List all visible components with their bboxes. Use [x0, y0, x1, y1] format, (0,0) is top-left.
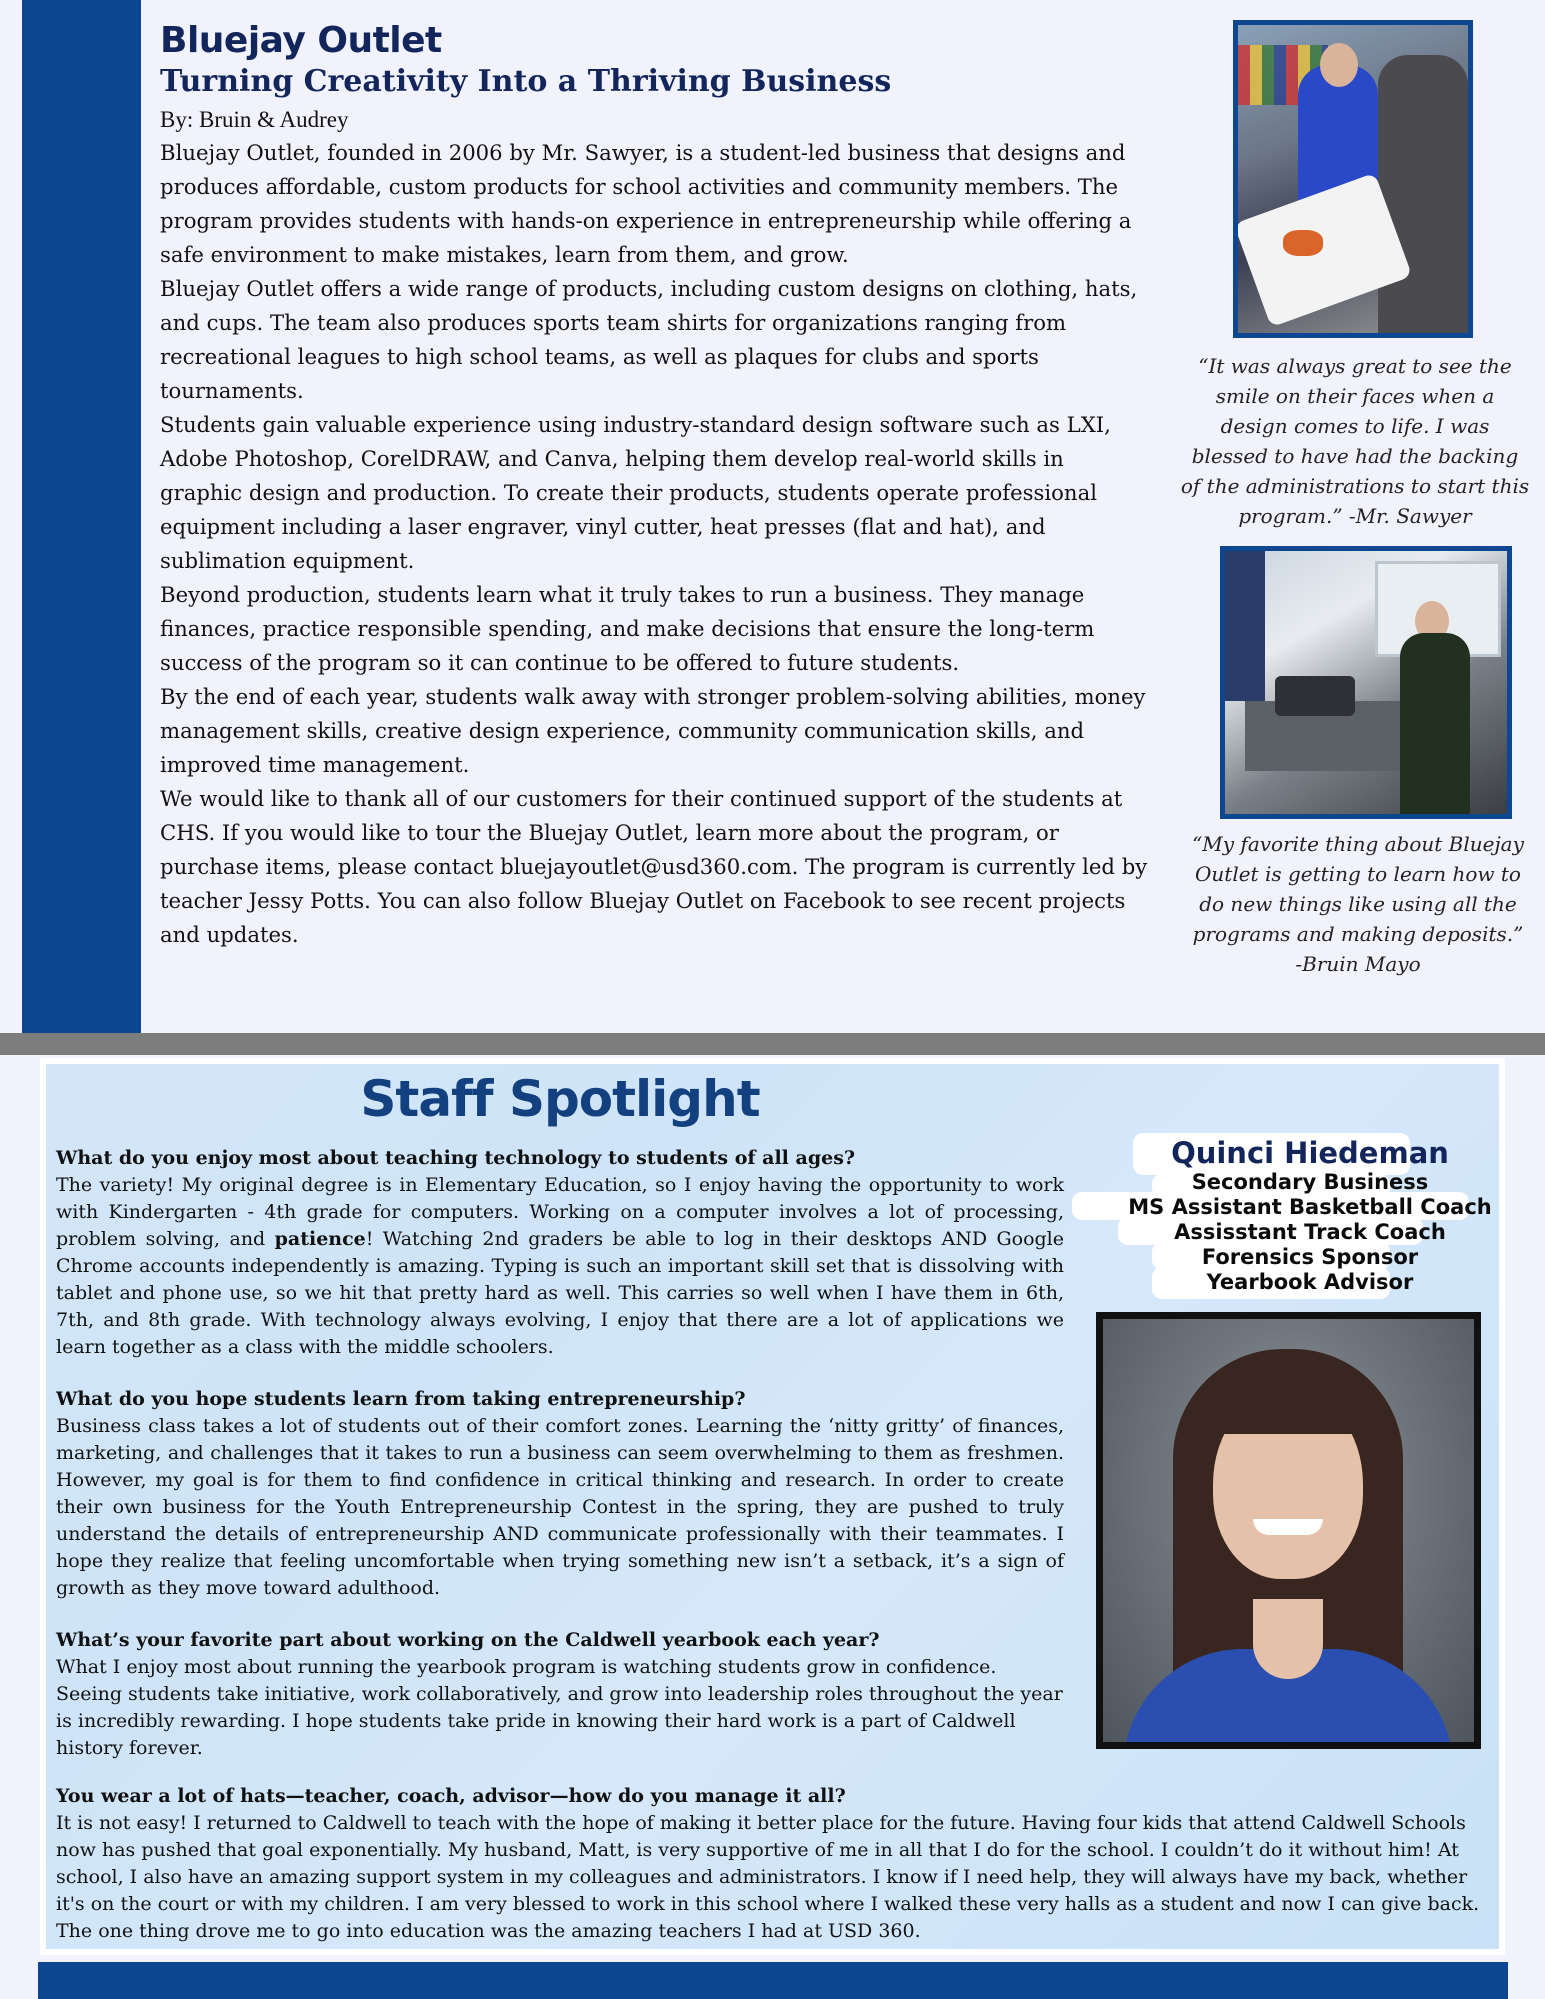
article-byline: By: Bruin & Audrey: [160, 107, 349, 132]
spotlight-qa-4: [56, 1783, 1486, 1945]
spotlight-qa-3: [56, 1627, 1064, 1762]
answer: What I enjoy most about running the yearbook program is watching students grow in confidence. Seeing students take initiative, work collaboratively, and grow into leadership roles throughout the year is incredibly rewarding. I hope students take pride in knowing their hard work is a part of Caldwell history forever.: [56, 1656, 1063, 1759]
staff-role: MS Assistant Basketball Coach: [1128, 1195, 1492, 1219]
answer-text: ! Watching 2nd graders be able to log in their desktops AND Google Chrome accounts independently is amazing. Typing is such an important skill set that is dissolving with tablet and phone use, so we hit that pretty hard as well. This carries so well when I have them in 6th, 7th, and 8th grade. With technology always evolving, I enjoy that there are a lot of applications we learn together as a class with the middle schoolers.: [56, 1228, 1064, 1358]
article-paragraph: By the end of each year, students walk away with stronger problem-solving abilities, money management skills, creative design experience, community communication skills, and improved time management.: [160, 684, 1146, 777]
article-subtitle: Turning Creativity Into a Thriving Business: [160, 64, 892, 99]
article-paragraph: Bluejay Outlet, founded in 2006 by Mr. Sawyer, is a student-led business that designs and produces affordable, custom products for school activities and community members. The program provides students with hands-on experience in entrepreneurship while offering a safe environment to make mistakes, learn from them, and grow.: [160, 140, 1132, 267]
quote-bruin-text: “My favorite thing about Bluejay Outlet is getting to learn how to do new things like using all the programs and making deposits.”: [1192, 832, 1524, 946]
section-divider-band: [0, 1033, 1545, 1055]
staff-spotlight-title: Staff Spotlight: [360, 1070, 760, 1128]
article-paragraph: Students gain valuable experience using industry-standard design software such as LXI, Adobe Photoshop, CorelDRAW, and Canva, helping them develop real-world skills in graphic design and production. To create their products, students operate professional equipment including a laser engraver, vinyl cutter, heat presses (flat and hat), and sublimation equipment.: [160, 412, 1111, 573]
bottom-accent-bar: [38, 1962, 1508, 1999]
article-paragraph: Bluejay Outlet offers a wide range of products, including custom designs on clothing, hats, and cups. The team also produces sports team shirts for organizations ranging from recreational leagues to high school teams, as well as plaques for clubs and sports tournaments.: [160, 276, 1138, 403]
question: What do you enjoy most about teaching technology to students of all ages?: [56, 1147, 856, 1169]
photo-mr-sawyer-vinyl-cutter: [1233, 20, 1473, 338]
quote-mr-sawyer: “It was always great to see the smile on their faces when a design comes to life. I was blessed to have had the backing of the administrations to start this program.” -Mr. Sawyer: [1180, 354, 1530, 528]
quote-bruin-author: -Bruin Mayo: [1295, 952, 1421, 976]
question: What’s your favorite part about working on the Caldwell yearbook each year?: [56, 1629, 880, 1651]
answer: Business class takes a lot of students out of their comfort zones. Learning the ‘nitty gritty’ of finances, marketing, and challenges that it takes to run a business can seem overwhelming to them as freshmen. However, my goal is for them to find confidence in critical thinking and research. In order to create their own business for the Youth Entrepreneurship Contest in the spring, they are pushed to truly understand the details of entrepreneurship AND communicate professionally with their teammates. I hope they realize that feeling uncomfortable when trying something new isn’t a setback, it’s a sign of growth as they move toward adulthood.: [56, 1415, 1064, 1599]
article-paragraph: We would like to thank all of our customers for their continued support of the students at CHS. If you would like to tour the Bluejay Outlet, learn more about the program, or purchase items, please contact bluejayoutlet@usd360.com. The program is currently led by teacher Jessy Potts. You can also follow Bluejay Outlet on Facebook to see recent projects and updates.: [160, 786, 1148, 947]
article-paragraph: Beyond production, students learn what it truly takes to run a business. They manage finances, practice responsible spending, and make decisions that ensure the long-term success of the program so it can continue to be offered to future students.: [160, 582, 1095, 675]
staff-role: Secondary Business: [1191, 1170, 1429, 1194]
spotlight-qa-1: [56, 1145, 1064, 1361]
staff-role: Assisstant Track Coach: [1174, 1220, 1446, 1244]
left-accent-bar: [22, 0, 141, 1035]
staff-role: Yearbook Advisor: [1206, 1270, 1414, 1294]
answer-bold: patience: [274, 1228, 366, 1250]
question: What do you hope students learn from taking entrepreneurship?: [56, 1388, 746, 1410]
article-title: Bluejay Outlet: [160, 20, 442, 61]
article-bluejay-outlet: [160, 20, 1150, 952]
answer: It is not easy! I returned to Caldwell to teach with the hope of making it better place for the future. Having four kids that attend Caldwell Schools now has pushed that goal exponentially. My husband, Matt, is very supportive of me in all that I do for the school. I couldn’t do it without him! At school, I also have an amazing support system in my colleagues and administrators. I know if I need help, they will always have my back, whether it's on the court or with my children. I am very blessed to work in this school where I walked these very halls as a student and now I can give back. The one thing drove me to go into education was the amazing teachers I had at USD 360.: [56, 1812, 1480, 1942]
question: You wear a lot of hats—teacher, coach, advisor—how do you manage it all?: [56, 1785, 846, 1807]
staff-name: Quinci Hiedeman: [1171, 1136, 1449, 1170]
staff-portrait-photo: [1096, 1312, 1481, 1749]
photo-student-heat-press: [1220, 546, 1512, 819]
spotlight-qa-2: [56, 1386, 1064, 1602]
answer-text: The variety! My original degree is in Elementary Education, so I enjoy having the opportunity to work with Kindergarten - 4th grade for computers. Working on a computer involves a lot of processing, problem solving, and: [56, 1174, 1064, 1250]
staff-role: Forensics Sponsor: [1201, 1245, 1419, 1269]
quote-bruin-mayo: [1188, 829, 1528, 979]
answer: [56, 1172, 1064, 1361]
